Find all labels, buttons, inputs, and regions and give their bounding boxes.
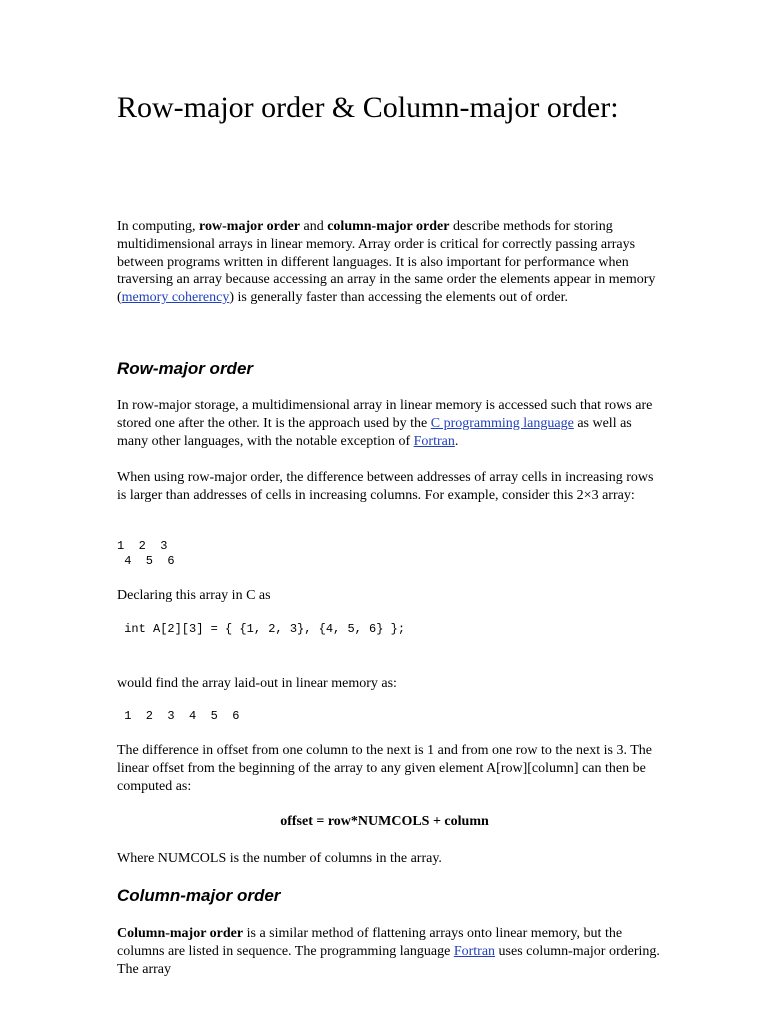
intro-text: ) is generally faster than accessing the elements out of order. — [229, 290, 568, 306]
offset-explanation-paragraph: The difference in offset from one column to the next is 1 and from one row to the next is 3. The linear offset from the beginning of the array to any given element A[row][column] can then be computed as: — [117, 743, 652, 794]
intro-text: In computing, — [117, 219, 200, 234]
linear-memory-paragraph: would find the array laid-out in linear memory as: — [117, 676, 397, 691]
column-major-paragraph — [117, 925, 662, 978]
row-major-paragraph — [117, 397, 662, 450]
c-programming-language-link[interactable]: C programming language — [430, 415, 574, 431]
memory-coherency-link[interactable]: memory coherency — [121, 290, 230, 306]
section-heading-row-major: Row-major order — [117, 359, 254, 378]
intro-text: and — [300, 219, 328, 234]
paragraph-text: . — [454, 433, 459, 449]
array-example-row-1: 1 2 3 — [117, 539, 168, 553]
paragraph-text: as well as many other languages, with the notable exception of — [117, 415, 632, 449]
fortran-link[interactable]: Fortran — [413, 433, 455, 449]
offset-formula: offset = row*NUMCOLS + column — [280, 814, 489, 829]
bold-term: Column-major order — [117, 926, 244, 941]
paragraph-text: In row-major storage, a multidimensional array in linear memory is accessed such that rows are stored one after the other. It is the approach used by the — [117, 398, 653, 431]
section-heading-column-major: Column-major order — [117, 886, 281, 905]
intro-text: describe methods for storing multidimensional arrays in linear memory. Array order is critical for correctly passing arrays between programs written in different languages. It is also important for performance when traversing an array because accessing an array in the same order the elements appear in memory ( — [117, 219, 656, 306]
numcols-paragraph: Where NUMCOLS is the number of columns in the array. — [117, 851, 442, 866]
array-example-row-2: 4 5 6 — [117, 554, 175, 568]
intro-bold-term: row-major order — [199, 219, 300, 234]
linear-memory-layout: 1 2 3 4 5 6 — [117, 709, 240, 723]
page-title: Row-major order & Column-major order: — [117, 91, 619, 124]
paragraph-text: is a similar method of flattening arrays onto linear memory, but the columns are listed in sequence. The programming language — [117, 926, 623, 959]
intro-paragraph — [117, 218, 662, 307]
fortran-link-2[interactable]: Fortran — [453, 943, 496, 959]
intro-bold-term: column-major order — [327, 219, 450, 234]
row-major-difference-paragraph: When using row-major order, the difference between addresses of array cells in increasing rows is larger than addresses of cells in increasing columns. For example, consider this 2×3 array: — [117, 470, 654, 503]
declaring-paragraph: Declaring this array in C as — [117, 588, 271, 603]
c-code-declaration: int A[2][3] = { {1, 2, 3}, {4, 5, 6} }; — [117, 622, 406, 636]
paragraph-text: uses column-major ordering. The array — [117, 943, 660, 977]
